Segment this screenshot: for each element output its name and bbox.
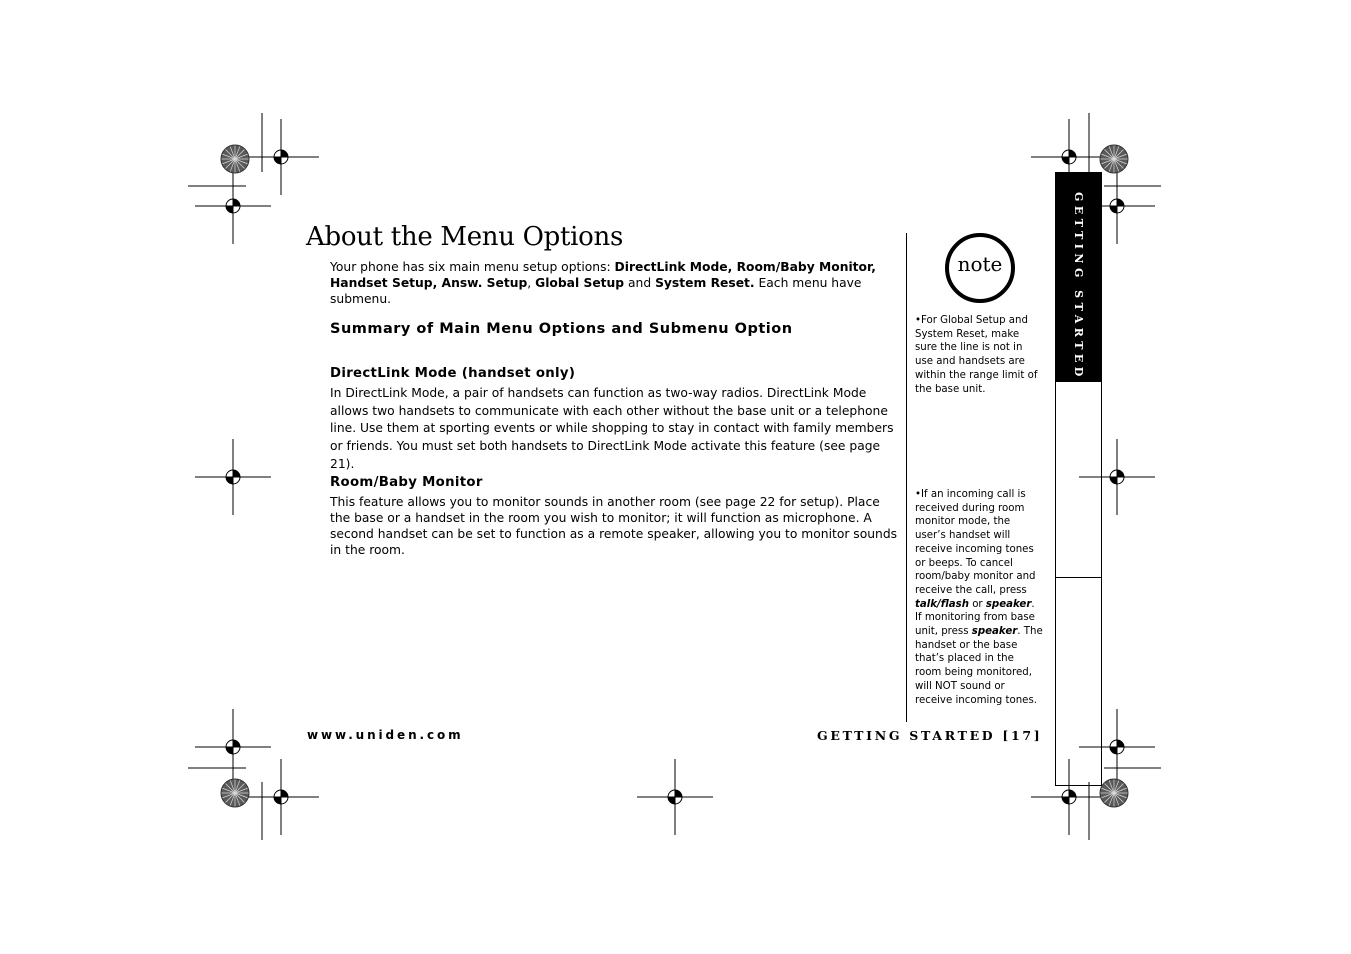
emphasis-text: talk/flash <box>915 598 969 610</box>
side-note-2 <box>915 488 1043 707</box>
emphasis-text: speaker <box>985 598 1032 610</box>
intro-paragraph <box>330 259 900 307</box>
text-run: and <box>624 276 656 290</box>
text-run: Your phone has six main menu setup options: <box>330 260 615 274</box>
section-body-directlink: In DirectLink Mode, a pair of handsets can function as two-way radios. DirectLink Mode allows two handsets to communicate with each other without the base unit or a telephone line. Use them at sporting events or while shopping to stay in contact with family members or friends. You must set both handsets to DirectLink Mode activate this feature (see page 21). <box>330 386 894 471</box>
text-run: . The handset or the base that’s placed in the room being monitored, will NOT sound or receive incoming tones. <box>915 626 1043 706</box>
section-body-room-monitor: This feature allows you to monitor sounds in another room (see page 22 for setup). Place the base or a handset in the room you wish to monitor; it will function as microphone. A second handset can be set to function as a remote speaker, allowing you to monitor sounds in the room. <box>330 495 898 557</box>
section-heading-directlink: DirectLink Mode (handset only) <box>330 366 576 381</box>
text-run: •For Global Setup and System Reset, make sure the line is not in use and handsets are within the range limit of the base unit. <box>915 315 1038 395</box>
section-heading-room-monitor: Room/Baby Monitor <box>330 475 483 490</box>
text-run: , <box>527 276 536 290</box>
chapter-tab-divider <box>1055 577 1102 578</box>
side-note-1 <box>915 314 1043 396</box>
emphasis-text: DirectLink Mode, Room/Baby Monitor, Handset Setup, Answ. Setup <box>330 260 876 290</box>
emphasis-text: Global Setup <box>535 276 625 290</box>
page-title: About the Menu Options <box>306 222 624 252</box>
note-label: note <box>957 252 1003 276</box>
chapter-tab-label: GETTING STARTED <box>1072 192 1085 381</box>
text-run: Each menu have submenu. <box>330 276 862 306</box>
footer-website: www.uniden.com <box>307 728 464 742</box>
summary-heading: Summary of Main Menu Options and Submenu Option <box>330 321 793 337</box>
text-run: or <box>968 598 986 610</box>
text-run: •If an incoming call is received during room monitor mode, the user’s handset will receive incoming tones or beeps. To cancel room/baby monitor and receive the call, press <box>915 489 1036 596</box>
sidebar-divider <box>906 233 907 722</box>
emphasis-text: speaker <box>971 626 1018 638</box>
emphasis-text: System Reset. <box>655 276 755 290</box>
text-run: . If monitoring from base unit, press <box>915 598 1035 638</box>
footer-page-label: GETTING STARTED [17] <box>817 728 1043 743</box>
